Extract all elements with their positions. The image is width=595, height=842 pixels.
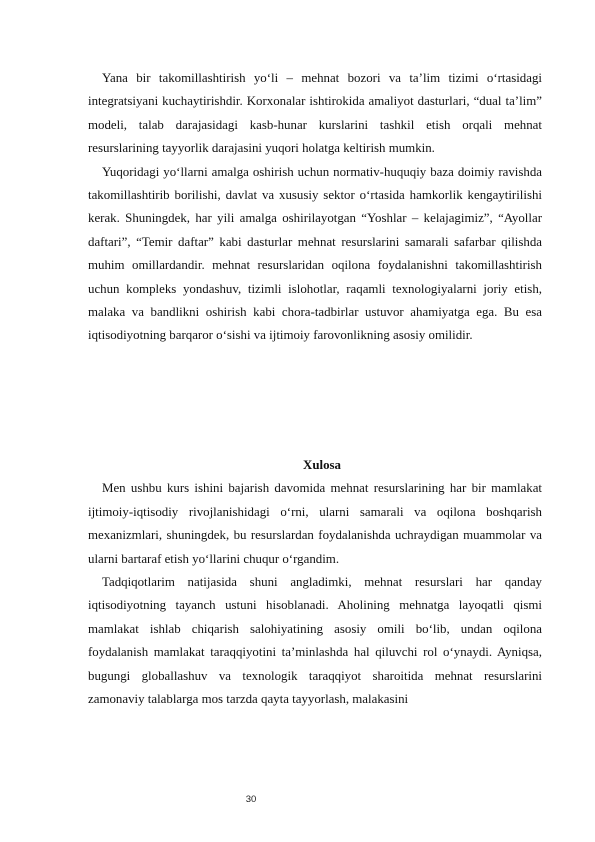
paragraph-integration: Yana bir takomillashtirish yo‘li – mehnat bozori va ta’lim tizimi o‘rtasidagi integratsiyani kuchaytirishdir. Korxonalar ishtirokida amaliyot dasturlari, “dual ta’lim” modeli, talab darajasidagi kasb-hunar kurslarini tashkil etish orqali mehnat resurslarining tayyorlik darajasini yuqori holatga keltirish mumkin.	[88, 71, 542, 156]
paragraph-conclusion-intro: Men ushbu kurs ishini bajarish davomida mehnat resurslarining har bir mamlakat ijtimoiy-iqtisodiy rivojlanishidagi o‘rni, ularni samarali va oqilona boshqarish mexanizmlari, shuningdek, bu resurslardan foydalanishda uchraydigan muammolar va ularni bartaraf etish yo‘llarini chuqur o‘rgandim.	[88, 481, 542, 566]
paragraph-measures: Yuqoridagi yo‘llarni amalga oshirish uchun normativ-huquqiy baza doimiy ravishda takomillashtirib borilishi, davlat va xususiy sektor o‘rtasida hamkorlik kengaytirilishi kerak. Shuningdek, har yili amalga oshirilayotgan “Yoshlar – kelajagimiz”, “Ayollar daftari”, “Temir daftar” kabi dasturlar mehnat resurslarini samarali safarbar qilishda muhim omillardandir. mehnat resurslaridan oqilona foydalanishni takomillashtirish uchun kompleks yondashuv, tizimli islohotlar, raqamli texnologiyalarni joriy etish, malaka va bandlikni oshirish kabi chora-tadbirlar ustuvor ahamiyatga ega. Bu esa iqtisodiyotning barqaror o‘sishi va ijtimoiy farovonlikning asosiy omilidir.	[88, 164, 542, 343]
paragraph-conclusion-findings: Tadqiqotlarim natijasida shuni angladimki, mehnat resurslari har qanday iqtisodiyotning tayanch ustuni hisoblanadi. Aholining mehnatga layoqatli qismi mamlakat ishlab chiqarish salohiyatining asosiy omili bo‘lib, undan oqilona foydalanish mamlakat taraqqiyotini ta’minlashda hal qiluvchi rol o‘ynaydi. Ayniqsa, bugungi globallashuv va texnologik taraqqiyot sharoitida mehnat resurslarini zamonaviy talablarga mos tarzda qayta tayyorlash, malakasini	[88, 574, 542, 706]
section-spacer	[88, 348, 542, 454]
page-number: 30	[245, 794, 257, 805]
document-page	[88, 67, 542, 711]
section-heading-conclusion: Xulosa	[303, 457, 341, 472]
